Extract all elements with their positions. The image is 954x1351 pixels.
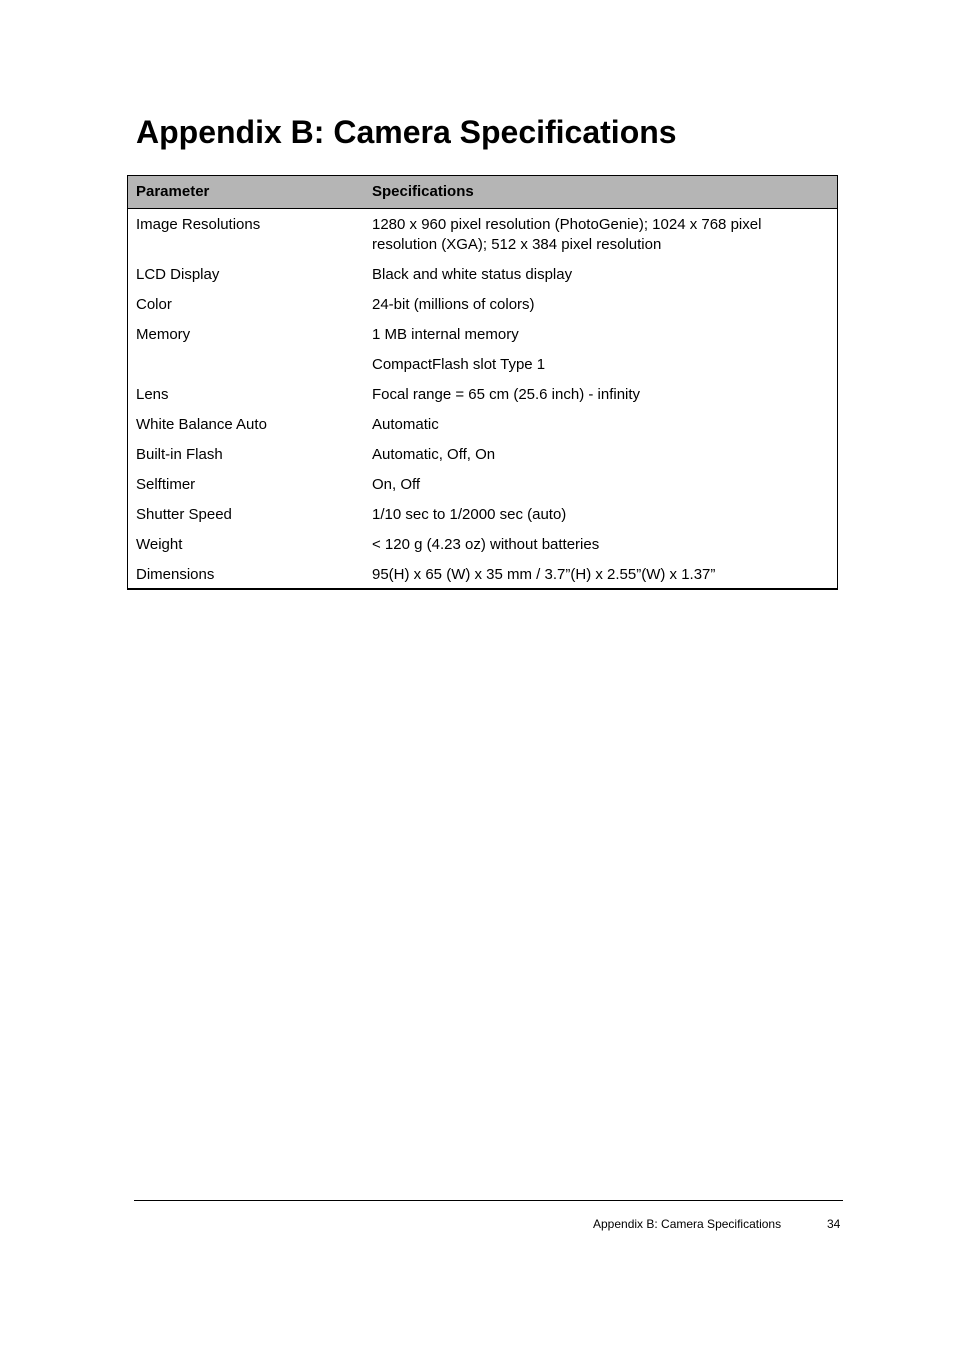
table-header-row xyxy=(128,176,838,209)
table-row xyxy=(128,380,838,410)
table-row xyxy=(128,410,838,440)
table-row xyxy=(128,530,838,560)
table-row xyxy=(128,560,838,589)
table-row xyxy=(128,350,838,380)
specifications-table xyxy=(127,175,838,590)
specification-cell: Focal range = 65 cm (25.6 inch) - infinity xyxy=(372,386,641,403)
specification-cell: 1 MB internal memory xyxy=(372,326,519,343)
footer-section-title: Appendix B: Camera Specifications xyxy=(593,1217,782,1231)
specification-cell: 24-bit (millions of colors) xyxy=(372,296,535,313)
parameter-cell xyxy=(128,350,365,380)
table-row xyxy=(128,209,838,261)
parameter-cell: Built-in Flash xyxy=(136,446,223,463)
parameter-cell: Shutter Speed xyxy=(136,506,232,523)
page-title: Appendix B: Camera Specifications xyxy=(136,114,677,150)
specification-cell: CompactFlash slot Type 1 xyxy=(372,356,546,373)
table-row xyxy=(128,440,838,470)
specification-cell: Automatic, Off, On xyxy=(372,446,496,463)
specification-cell: Black and white status display xyxy=(372,266,573,283)
header-parameter: Parameter xyxy=(128,176,365,209)
table-row xyxy=(128,290,838,320)
specification-cell: < 120 g (4.23 oz) without batteries xyxy=(372,536,600,553)
parameter-cell: LCD Display xyxy=(136,266,220,283)
table-row xyxy=(128,320,838,350)
parameter-cell: Selftimer xyxy=(136,476,196,493)
page-number: 34 xyxy=(827,1217,841,1231)
specification-cell: 95(H) x 65 (W) x 35 mm / 3.7”(H) x 2.55”(W) x 1.37” xyxy=(372,566,716,583)
specification-cell: 1280 x 960 pixel resolution (PhotoGenie); 1024 x 768 pixel resolution (XGA); 512 x 384 pixel resolution xyxy=(372,216,762,253)
table-row xyxy=(128,260,838,290)
parameter-cell: Lens xyxy=(136,386,169,403)
footer-divider xyxy=(134,1200,843,1201)
specification-cell: On, Off xyxy=(372,476,421,493)
parameter-cell: Image Resolutions xyxy=(136,216,261,233)
header-specifications: Specifications xyxy=(364,176,838,209)
parameter-cell: Weight xyxy=(136,536,183,553)
parameter-cell: Memory xyxy=(136,326,191,343)
parameter-cell: White Balance Auto xyxy=(136,416,267,433)
table-row xyxy=(128,500,838,530)
parameter-cell: Dimensions xyxy=(136,566,215,583)
specification-cell: 1/10 sec to 1/2000 sec (auto) xyxy=(372,506,567,523)
specification-cell: Automatic xyxy=(372,416,439,433)
table-row xyxy=(128,470,838,500)
parameter-cell: Color xyxy=(136,296,172,313)
